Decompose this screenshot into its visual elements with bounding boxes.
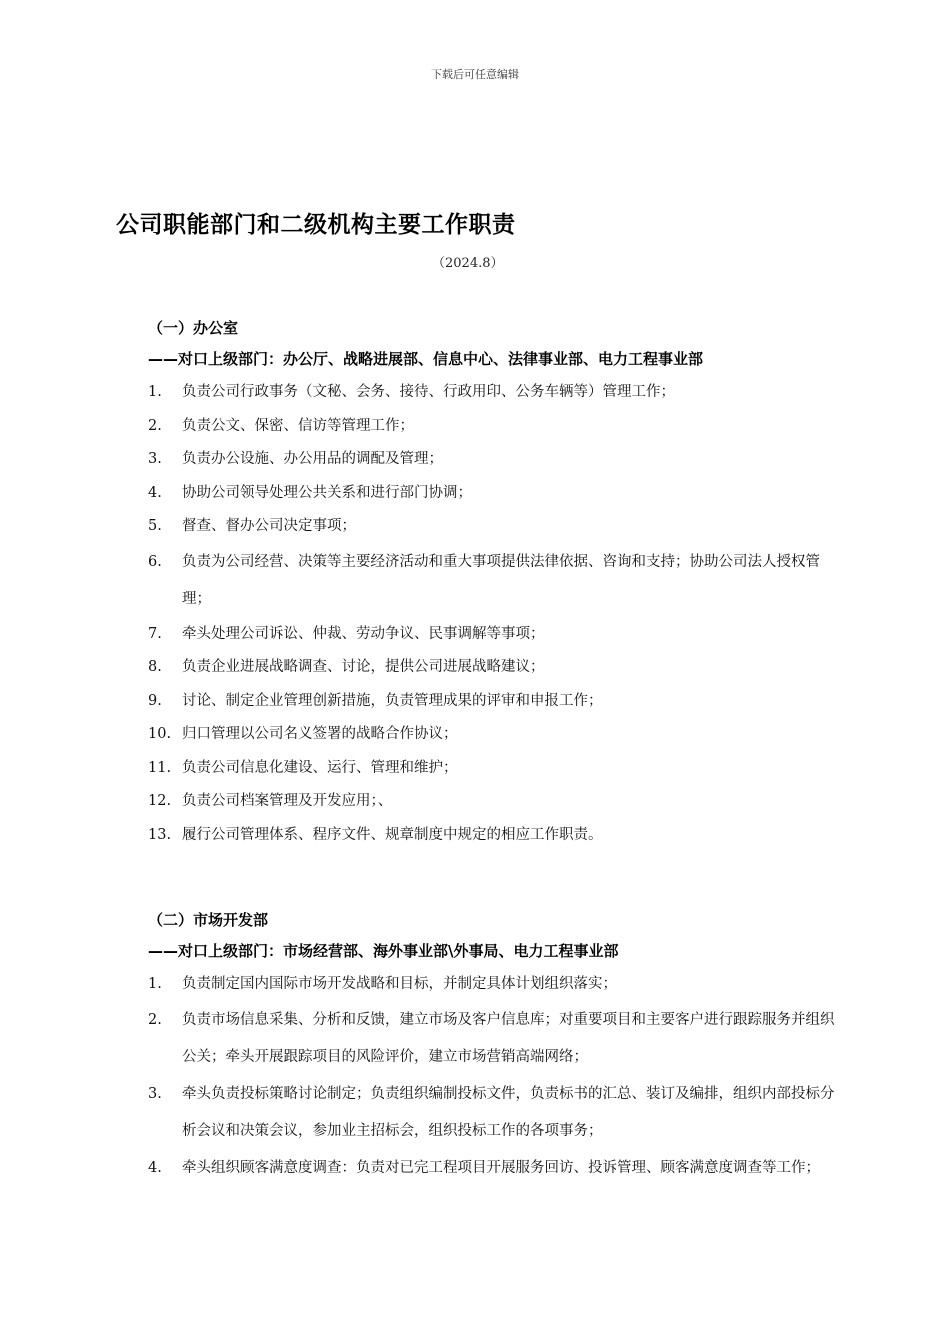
section-subtitle: ——对口上级部门：办公厅、战略进展部、信息中心、法律事业部、电力工程事业部 bbox=[148, 350, 704, 368]
list-item bbox=[148, 544, 848, 618]
item-text: 负责为公司经营、决策等主要经济活动和重大事项提供法律依据、咨询和支持；协助公司法人授权管理； bbox=[182, 553, 820, 607]
item-number: 1. bbox=[148, 976, 162, 992]
item-text: 督查、督办公司决定事项； bbox=[182, 518, 356, 534]
header-note: 下载后可任意编辑 bbox=[431, 68, 519, 81]
document-date: （2024.8） bbox=[432, 256, 504, 271]
item-number: 3. bbox=[148, 1085, 162, 1102]
item-text: 负责市场信息采集、分析和反馈，建立市场及客户信息库；对重要项目和主要客户进行跟踪服务并组织公关；牵头开展跟踪项目的风险评价，建立市场营销高端网络； bbox=[182, 1011, 835, 1065]
item-number: 4. bbox=[148, 1159, 162, 1176]
item-text: 履行公司管理体系、程序文件、规章制度中规定的相应工作职责。 bbox=[182, 826, 603, 843]
list-item bbox=[148, 1150, 848, 1187]
list-item bbox=[148, 785, 848, 819]
item-number: 6. bbox=[148, 553, 162, 570]
list-item bbox=[148, 443, 848, 477]
item-text: 牵头处理公司诉讼、仲裁、劳动争议、民事调解等事项； bbox=[182, 625, 545, 642]
item-text: 负责公司行政事务（文秘、会务、接待、行政用印、公务车辆等）管理工作； bbox=[182, 384, 675, 400]
item-number: 4. bbox=[148, 484, 162, 501]
item-number: 2. bbox=[148, 417, 162, 434]
list-item bbox=[148, 968, 848, 1002]
item-text: 负责公文、保密、信访等管理工作； bbox=[182, 417, 414, 434]
section-office bbox=[148, 313, 848, 852]
list-item bbox=[148, 1076, 848, 1150]
list-item bbox=[148, 410, 848, 444]
item-text: 负责办公设施、办公用品的调配及管理； bbox=[182, 451, 443, 467]
item-number: 3. bbox=[148, 451, 162, 467]
list-item bbox=[148, 376, 848, 410]
list-item bbox=[148, 1002, 848, 1076]
list-item bbox=[148, 618, 848, 652]
item-text: 负责企业进展战略调查、讨论，提供公司进展战略建议； bbox=[182, 659, 545, 675]
item-number: 5. bbox=[148, 518, 162, 534]
list-item bbox=[148, 510, 848, 544]
item-number: 7. bbox=[148, 625, 162, 642]
item-number: 2. bbox=[148, 1011, 162, 1028]
item-text: 牵头负责投标策略讨论制定；负责组织编制投标文件，负责标书的汇总、装订及编排，组织内部投标分析会议和决策会议，参加业主招标会，组织投标工作的各项事务； bbox=[182, 1085, 835, 1139]
list-item bbox=[148, 477, 848, 511]
item-text: 讨论、制定企业管理创新措施，负责管理成果的评审和申报工作； bbox=[182, 692, 603, 709]
list-item bbox=[148, 819, 848, 853]
section-title: （一）办公室 bbox=[148, 319, 239, 337]
section-market-development bbox=[148, 905, 848, 1187]
item-number: 10. bbox=[148, 726, 172, 742]
item-number: 9. bbox=[148, 692, 162, 709]
item-number: 12. bbox=[148, 793, 172, 809]
item-number: 11. bbox=[148, 759, 172, 776]
item-text: 负责公司档案管理及开发应用；、 bbox=[182, 793, 393, 809]
list-item bbox=[148, 651, 848, 685]
section-title: （二）市场开发部 bbox=[148, 911, 269, 929]
item-text: 协助公司领导处理公共关系和进行部门协调； bbox=[182, 484, 472, 501]
list-item bbox=[148, 685, 848, 719]
item-number: 13. bbox=[148, 826, 172, 843]
item-number: 8. bbox=[148, 659, 162, 675]
item-number: 1. bbox=[148, 384, 162, 400]
document-title: 公司职能部门和二级机构主要工作职责 bbox=[116, 212, 516, 238]
list-item bbox=[148, 752, 848, 786]
item-text: 负责制定国内国际市场开发战略和目标，并制定具体计划组织落实； bbox=[182, 976, 617, 992]
item-text: 牵头组织顾客满意度调查：负责对已完工程项目开展服务回访、投诉管理、顾客满意度调查等工作； bbox=[182, 1159, 820, 1176]
item-text: 归口管理以公司名义签署的战略合作协议； bbox=[182, 726, 458, 742]
list-item bbox=[148, 718, 848, 752]
item-text: 负责公司信息化建设、运行、管理和维护； bbox=[182, 759, 458, 776]
section-subtitle: ——对口上级部门：市场经营部、海外事业部\外事局、电力工程事业部 bbox=[148, 942, 619, 960]
